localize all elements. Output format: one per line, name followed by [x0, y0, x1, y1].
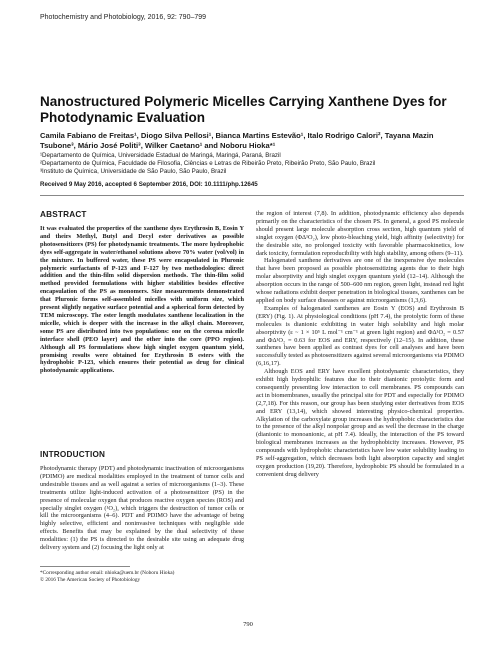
- header-divider: [40, 195, 464, 196]
- body-paragraph: Although EOS and ERY have excellent photodynamic characteristics, they exhibit high hydrophilic features due to their dianionic protolytic form and consequently presenting low interaction to cell membranes. PS compounds can act in biomembranes, usually the principal site for PDT and especially for PDIMO (2,7,18). For this reason, our group has been studying ester derivatives from EOS and ERY (13,14), which showed interesting physico-chemical properties. Alkylation of the carboxylate group increases the hydrophobic characteristics due to the presence of the alkyl nonpolar group and as well the decrease in the charge (dianionic to monoanionic, at pH 7.4). Ideally, the interaction of the PS toward biological membranes increases as the hydrophobicity increases. However, PS compounds with hydrophobic characteristics have low water solubility leading to PS self-aggregation, which decreases both light absorption capacity and singlet oxygen production (19,20). Therefore, hydrophobic PS should be formulated in a convenient drug delivery: [256, 368, 464, 478]
- journal-citation: Photochemistry and Photobiology, 2016, 92: 790–799: [40, 14, 207, 21]
- body-paragraph: Halogenated xanthene derivatives are one of the inexpensive dye molecules that have been proposed as possible photosensitizing agents due to their high molar absorptivity and high singlet oxygen quantum yield (12–14). Although the absorption occurs in the range of 500–600 nm region, green light, instead red light whose radiations exhibit deeper penetration in biological tissues, xanthenes can be applied on body surface diseases or against microorganisms (1,3,6).: [256, 257, 464, 304]
- abstract-heading: ABSTRACT: [40, 210, 87, 219]
- right-column: [256, 210, 464, 479]
- introduction-heading: INTRODUCTION: [40, 450, 106, 459]
- copyright-line: © 2016 The American Society of Photobiology: [40, 576, 141, 583]
- abstract-paragraph: It was evaluated the properties of the xanthene dyes Erythrosin B, Eosin Y and theirs Methyl, Butyl and Decyl ester derivatives as possible photosensitizers (PS) for photodynamic treatments. The more hydrophobic dyes self-aggregate in water/ethanol solutions above 70% water (vol/vol) in the mixture. In buffered water, these PS were encapsulated in Pluronic polymeric surfactants of P-123 and F-127 by two methodologies: direct addition and the thin-film solid dispersion methods. The thin-film solid method provided formulations with higher stabilities besides effective encapsulation of the PS as monomers. Size measurements demonstrated that Pluronic forms self-assembled micelles with uniform size, which present slightly negative surface potential and a spherical form detected by TEM microscopy. The ester length modulates xanthene localization in the micelle, which is deeper with the increase in the alkyl chain. Moreover, some PS are distributed into two populations: one on the corona micelle interface shell (PEO layer) and the other into the core (PPO region). Although all PS formulations show high singlet oxygen quantum yield, promising results were obtained for Erythrosin B esters with the hydrophobic P-123, which ensures their potential as drug for clinical photodynamic applications.: [40, 225, 244, 375]
- affiliation-item: ¹Departamento de Química, Universidade Estadual de Maringá, Maringá, Paraná, Brazil: [40, 152, 281, 159]
- author-list: Camila Fabiano de Freitas¹, Diogo Silva Pellosi¹, Bianca Martins Estevão¹, Italo Rodrigo Calori², Tayana Mazin Tsubone³, Mário José Politi³, Wilker Caetano¹ and Noboru Hioka*¹: [40, 131, 434, 150]
- abstract-text: [40, 225, 244, 375]
- body-paragraph: the region of interest (7,8). In addition, photodynamic efficiency also depends primarily on the characteristics of the chosen PS. In general, a good PS molecule should present large molecule absorption cross section, high quantum yield of singlet oxygen (ΦΔ¹O₂), low photo-bleaching yield, high affinity (selectivity) for the desirable site, no prolonged toxicity with favorable pharmacokinetics, low dark toxicity, formulation reproducibility with high stability, among others (9–11).: [256, 210, 464, 257]
- page-number: 790: [243, 621, 253, 628]
- footnote: [40, 570, 244, 583]
- received-dates: Received 9 May 2016, accepted 6 September 2016, DOI: 10.1111/php.12645: [40, 181, 258, 188]
- affiliation-item: ²Departamento de Química, Faculdade de Filosofia, Ciências e Letras de Ribeirão Preto, Ribeirão Preto, São Paulo, Brazil: [40, 160, 376, 167]
- body-paragraph: Examples of halogenated xanthenes are Eosin Y (EOS) and Erythrosin B (ERY) (Fig. 1). At physiological conditions (pH 7.4), the protolytic form of these molecules is dianionic exhibiting in water high solubility and high molar absorptivity (ε ~ 1 × 10⁵ L mol⁻¹ cm⁻¹ at green light region) and ΦΔ¹O₂ = 0.57 and ΦΔ¹O₂ = 0.63 for EOS and ERY, respectively (12–15). In addition, these xanthenes have been applied as contrast dyes for cell analyses and have been successfully tested as photosensitizers against several microorganisms via PDIMO (6,16,17).: [256, 304, 464, 368]
- corresponding-author: *Corresponding author email: nhioka@uem.br (Noboru Hioka): [40, 570, 175, 576]
- article-title: Nanostructured Polymeric Micelles Carrying Xanthene Dyes for Photodynamic Evaluation: [40, 94, 447, 125]
- introduction-paragraph: Photodynamic therapy (PDT) and photodynamic inactivation of microorganisms (PDIMO) are medical modalities employed in the treatment of tumor cells and undesirable tissues and as well against a series of microorganisms (1–3). These treatments utilize light-induced activation of a photosensitizer (PS) in the presence of molecular oxygen that produces reactive oxygen species (ROS) and specially singlet oxygen (¹O₂), which triggers the destruction of tumor cells or kill the microorganisms (4–6). PDT and PDIMO have the advantage of being highly selective, efficient and noninvasive techniques with negligible side effects. Benefits that may be explained by the dual selectivity of these modalities: (1) the PS is directed to the desirable site using an adequate drug delivery system and (2) focusing the light only at: [40, 465, 244, 552]
- affiliation-item: ³Instituto de Química, Universidade de São Paulo, São Paulo, Brazil: [40, 168, 227, 175]
- footnote-divider: [40, 566, 130, 567]
- introduction-text: [40, 465, 244, 552]
- affiliation-list: [40, 152, 470, 176]
